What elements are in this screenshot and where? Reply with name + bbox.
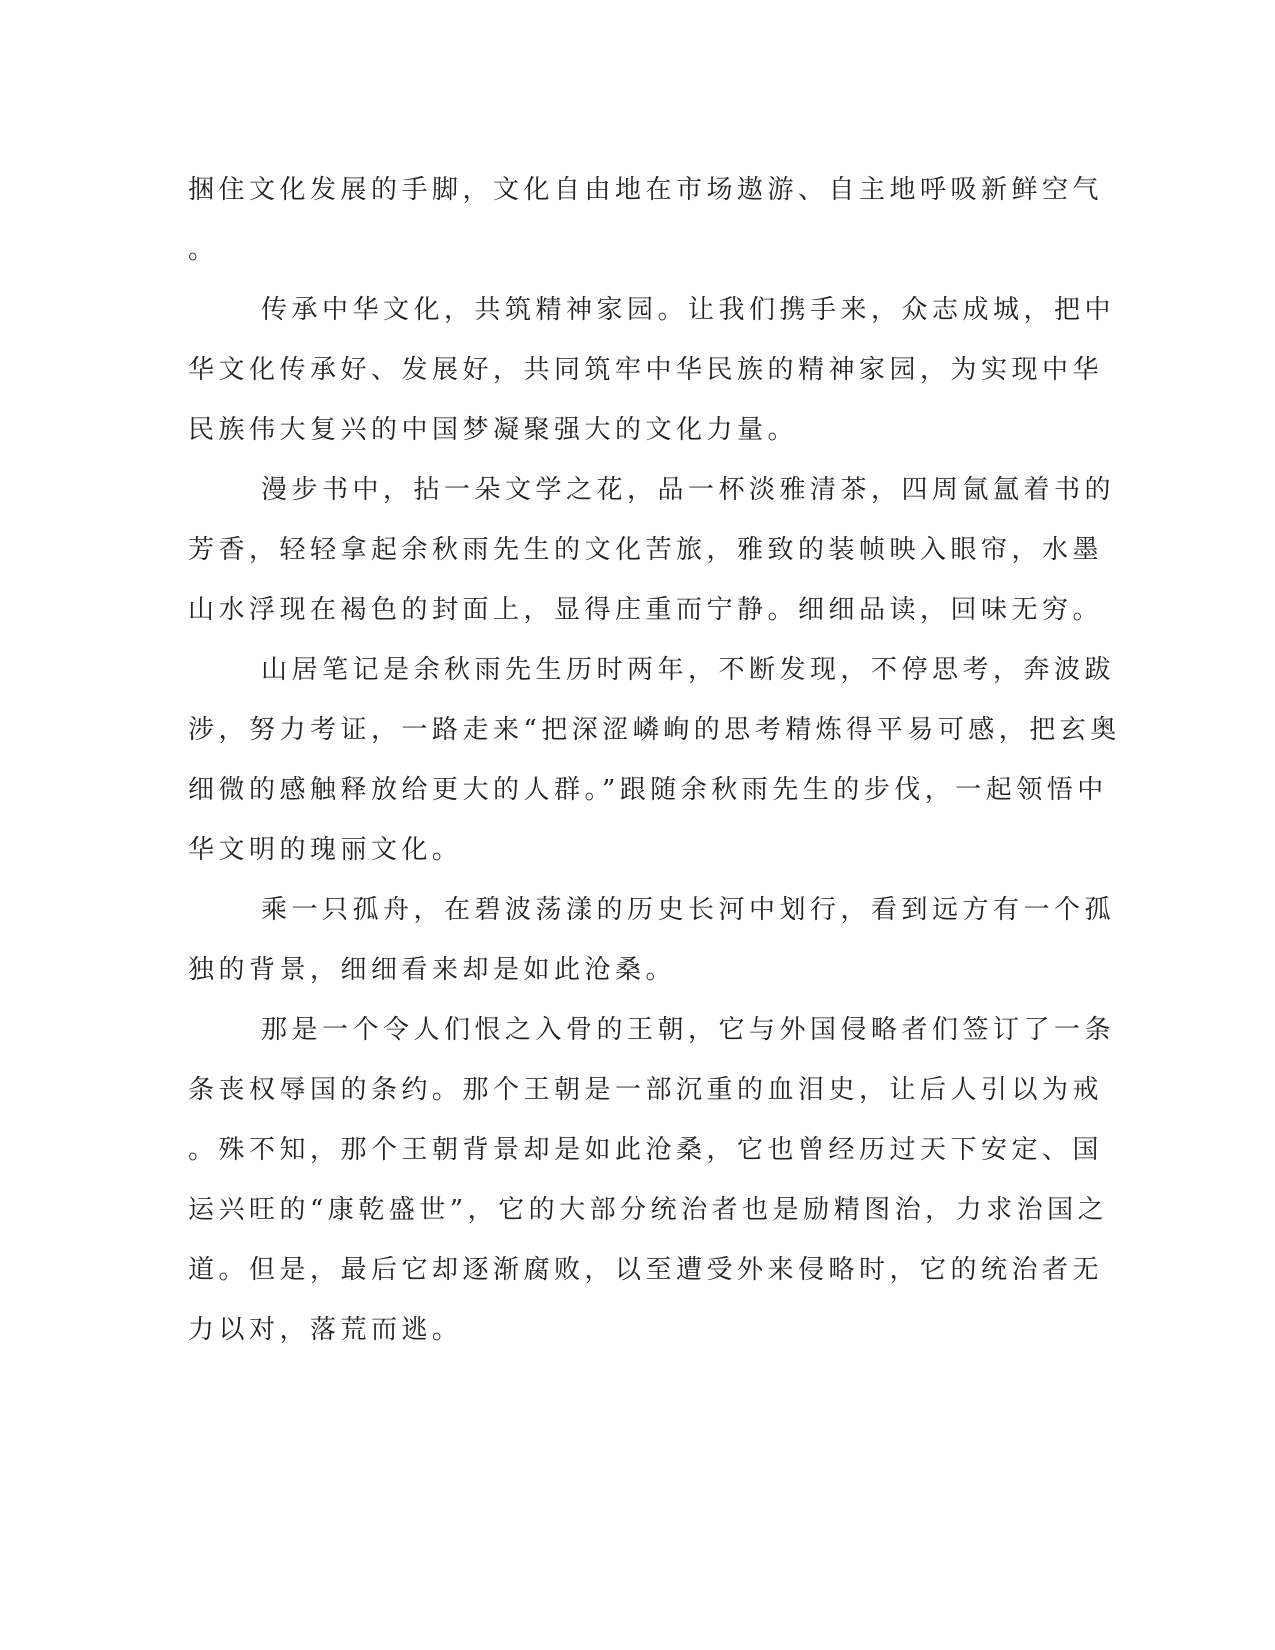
text-line: 乘一只孤舟，在碧波荡漾的历史长河中划行，看到远方有一个孤 (261, 895, 1116, 925)
body-text (188, 160, 1121, 1360)
text-line: 。 (188, 235, 219, 265)
text-line: 独的背景，细细看来却是如此沧桑。 (188, 955, 677, 985)
paragraph (188, 880, 1116, 1000)
text-line: 力以对，落荒而逃。 (188, 1315, 463, 1345)
text-line: 芳香，轻轻拿起余秋雨先生的文化苦旅，雅致的装帧映入眼帘，水墨 (188, 535, 1104, 565)
text-line: 传承中华文化，共筑精神家园。让我们携手来，众志成城，把中 (261, 295, 1116, 325)
text-line: 山居笔记是余秋雨先生历时两年，不断发现，不停思考，奔波跋 (261, 655, 1116, 685)
paragraph (188, 160, 1104, 280)
text-line: 运兴旺的“康乾盛世”，它的大部分统治者也是励精图治，力求治国之 (188, 1195, 1109, 1225)
text-line: 山水浮现在褐色的封面上，显得庄重而宁静。细细品读，回味无穷。 (188, 595, 1104, 625)
text-line: 那是一个令人们恨之入骨的王朝，它与外国侵略者们签订了一条 (261, 1015, 1116, 1045)
text-line: 漫步书中，拈一朵文学之花，品一杯淡雅清茶，四周氤氲着书的 (261, 475, 1116, 505)
paragraph (188, 1000, 1116, 1360)
paragraph (188, 280, 1116, 460)
text-line: 华文化传承好、发展好，共同筑牢中华民族的精神家园，为实现中华 (188, 355, 1104, 385)
text-line: 。殊不知，那个王朝背景却是如此沧桑，它也曾经历过天下安定、国 (188, 1135, 1104, 1165)
text-line: 华文明的瑰丽文化。 (188, 835, 463, 865)
text-line: 涉，努力考证，一路走来“把深涩嶙峋的思考精炼得平易可感，把玄奥 (188, 715, 1121, 745)
paragraph (188, 640, 1121, 880)
paragraph (188, 460, 1116, 640)
text-line: 民族伟大复兴的中国梦凝聚强大的文化力量。 (188, 415, 799, 445)
text-line: 细微的感触释放给更大的人群。”跟随余秋雨先生的步伐，一起领悟中 (188, 775, 1108, 805)
text-line: 条丧权辱国的条约。那个王朝是一部沉重的血泪史，让后人引以为戒 (188, 1075, 1104, 1105)
text-line: 道。但是，最后它却逐渐腐败，以至遭受外来侵略时，它的统治者无 (188, 1255, 1104, 1285)
text-line: 捆住文化发展的手脚，文化自由地在市场遨游、自主地呼吸新鲜空气 (188, 175, 1104, 205)
